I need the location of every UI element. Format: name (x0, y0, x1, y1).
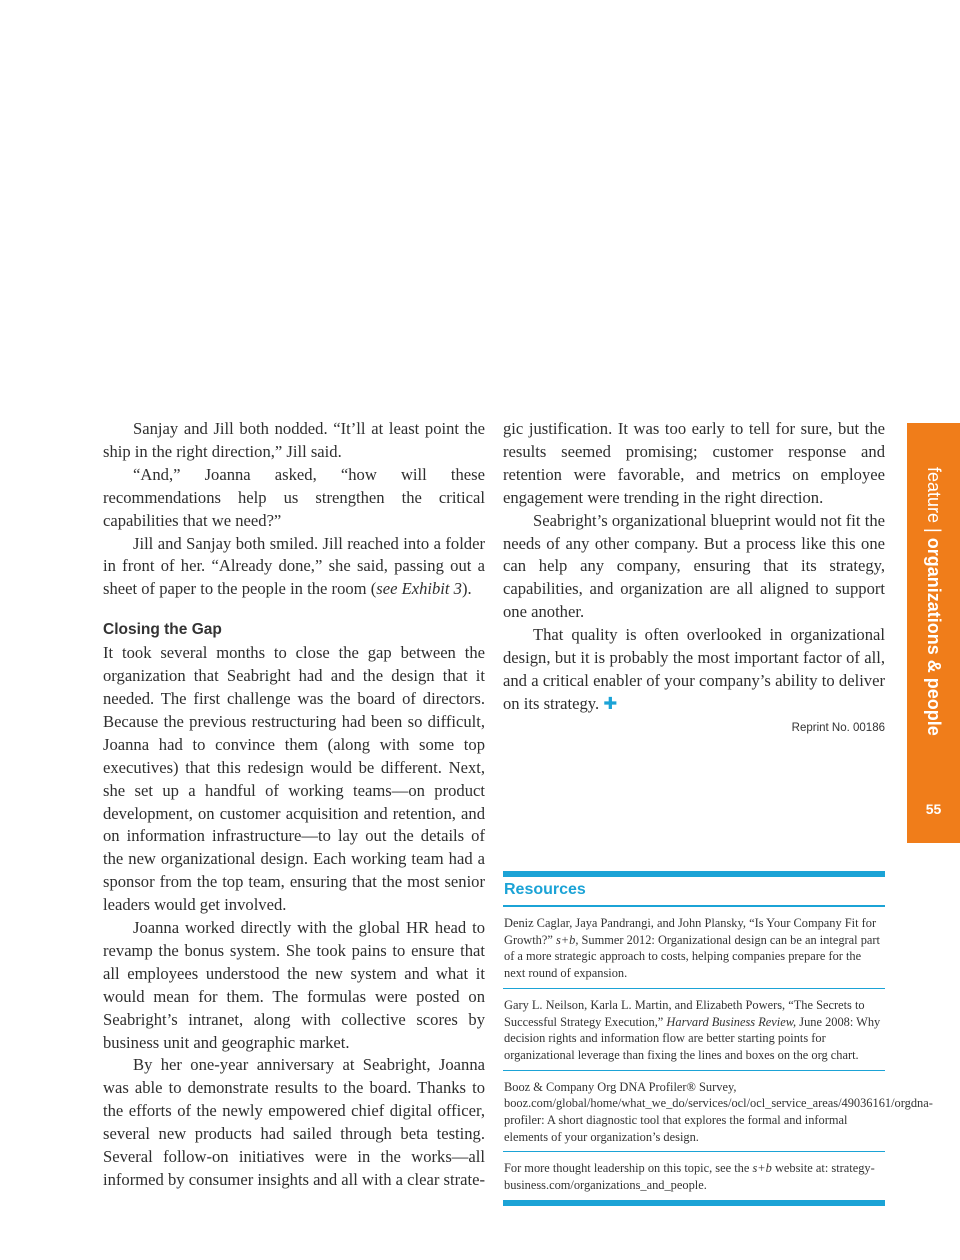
paragraph (103, 533, 485, 602)
resource-text: June 2008: Why decision rights and information flow are better starting points for organizational leverage than fixing the lines and boxes on the org chart. (504, 1014, 881, 1062)
left-column (103, 418, 485, 1192)
paragraph: Sanjay and Jill both nodded. “It’ll at least point the ship in the right direction,” Jill said. (103, 419, 485, 461)
resource-text: website at: strategy-business.com/organizations_and_people. (504, 1161, 875, 1193)
section-side-tab (907, 423, 960, 843)
paragraph: It took several months to close the gap between the organization that Seabright had and the design that it needed. The first challenge was the board of directors. Because the previous restructuring had been so difficult, Joanna had to convince them (along with some top executives) that this redesign would be different. Next, she set up a handful of working teams—on product development, on customer acquisition and retention, and on information infrastructure—to lay out the details of the new organizational design. Each working team had a sponsor from the top team, ensuring that the most senior leaders would get involved. (103, 643, 485, 915)
section-label (923, 467, 944, 736)
resources-title: Resources (503, 877, 885, 907)
resource-item (503, 1152, 885, 1199)
resource-text: For more thought leadership on this topic, see the (504, 1161, 753, 1176)
resource-text: Gary L. Neilson, Karla L. Martin, and Elizabeth Powers, “The Secrets to Successful Strategy Execution,” (504, 997, 865, 1029)
paragraph: “And,” Joanna asked, “how will these recommendations help us strengthen the critical capabilities that we need?” (103, 464, 485, 530)
plus-icon: ✚ (603, 693, 618, 713)
resource-text: Deniz Caglar, Jaya Pandrangi, and John Plansky, “Is Your Company Fit for Growth?” (504, 916, 877, 947)
paragraph: gic justification. It was too early to tell for sure, but the results seemed promising; customer response and retention were favorable, and metrics on employee engagement were trending in the right direction. (503, 419, 885, 507)
resource-item (503, 989, 885, 1071)
exhibit-reference: see Exhibit 3 (376, 579, 462, 599)
section-label-light: feature (924, 467, 944, 524)
resource-publication: Harvard Business Review, (666, 1014, 797, 1029)
resource-text: Summer 2012: Organizational design can be an integral part of a more strategic approach to costs, helping companies prepare for the next round of expansion. (504, 932, 880, 981)
resource-item (503, 907, 885, 989)
page-number: 55 (925, 801, 942, 817)
right-column (503, 418, 885, 716)
paragraph-text: Jill and Sanjay both smiled. Jill reached into a folder in front of her. “Already done,” she said, passing out a sheet of paper to the people in the room ( (103, 533, 485, 599)
reprint-number: Reprint No. 00186 (791, 722, 885, 734)
section-label-bold: organizations & people (924, 537, 944, 736)
paragraph-text: ). (461, 579, 472, 599)
paragraph (503, 624, 885, 716)
section-heading: Closing the Gap (103, 621, 222, 639)
paragraph: Joanna worked directly with the global HR head to revamp the bonus system. She took pains to ensure that all employees understood the new system and what it would mean for them. The formulas were posted on Seabright’s intranet, along with collective scores by business unit and geographic market. (103, 918, 485, 1052)
resource-item: Booz & Company Org DNA Profiler® Survey, booz.com/global/home/what_we_do/services/ocl/ocl_service_areas/49036161/orgdna-profiler: A short diagnostic tool that explores the formal and informal elements of your organization’s design. (503, 1071, 885, 1153)
paragraph-text: That quality is often overlooked in organizational design, but it is probably the most important factor of all, and a critical enabler of your company’s ability to deliver on its strategy. (503, 625, 885, 713)
paragraph: By her one-year anniversary at Seabright, Joanna was able to demonstrate results to the board. Thanks to the efforts of the newly empowered chief digital officer, several new products had sailed through beta testing. Several follow-on initiatives were in the works—all informed by consumer insights and all with a clear strate- (103, 1055, 486, 1189)
section-separator: | (924, 523, 944, 538)
paragraph: Seabright’s organizational blueprint would not fit the needs of any other company. But a process like this one can help any company, ensuring that its strategy, capabilities, and organization are all aligned to support one another. (503, 510, 885, 622)
resource-publication: s+b (752, 1161, 772, 1176)
resource-publication: s+b, (555, 932, 579, 947)
resources-box (503, 871, 933, 1206)
